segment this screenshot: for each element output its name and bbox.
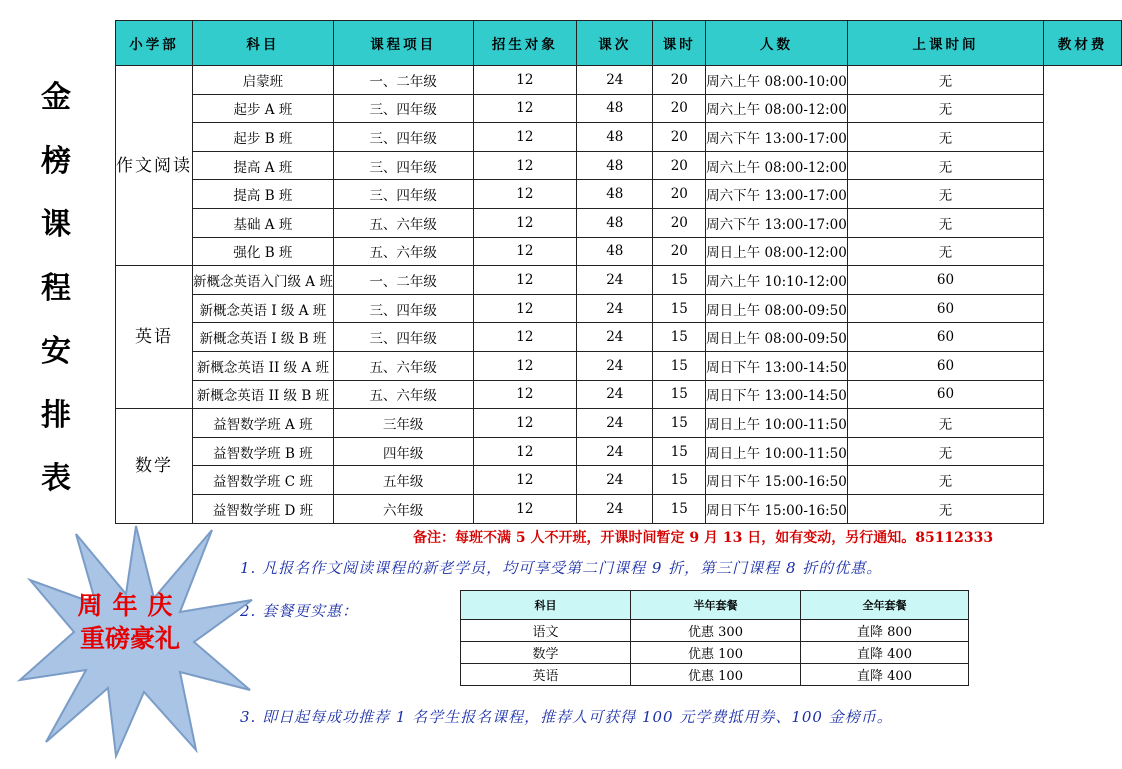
- promo-number: 3.: [240, 708, 257, 726]
- package-table: [460, 590, 969, 686]
- table-row: [116, 94, 1122, 123]
- table-cell: 周日上午 08:00-09:50: [706, 323, 848, 352]
- table-cell: 24: [577, 437, 653, 466]
- table-cell: 24: [577, 380, 653, 409]
- table-cell: 48: [577, 123, 653, 152]
- table-cell: 周六上午 08:00-10:00: [706, 66, 848, 95]
- table-cell: 三、四年级: [333, 151, 473, 180]
- table-cell: 周日下午 13:00-14:50: [706, 380, 848, 409]
- package-cell: 直降 400: [801, 642, 969, 664]
- table-cell: 无: [847, 66, 1043, 95]
- table-cell: 15: [653, 323, 706, 352]
- table-cell: 周日下午 13:00-14:50: [706, 351, 848, 380]
- table-cell: 20: [653, 151, 706, 180]
- schedule-body: [116, 66, 1122, 524]
- table-cell: 提高 A 班: [193, 151, 334, 180]
- table-cell: 新概念英语 II 级 B 班: [193, 380, 334, 409]
- table-cell: 周六上午 08:00-12:00: [706, 94, 848, 123]
- header-cell: 人数: [706, 21, 848, 66]
- table-cell: 20: [653, 237, 706, 266]
- table-cell: 周日上午 10:00-11:50: [706, 437, 848, 466]
- table-cell: 60: [847, 323, 1043, 352]
- table-row: [116, 123, 1122, 152]
- table-cell: 12: [473, 437, 577, 466]
- package-cell: 优惠 300: [631, 620, 801, 642]
- table-cell: 无: [847, 466, 1043, 495]
- table-row: [116, 437, 1122, 466]
- anniversary-badge-text: [50, 590, 210, 656]
- table-cell: 起步 B 班: [193, 123, 334, 152]
- table-cell: 20: [653, 180, 706, 209]
- table-cell: 24: [577, 409, 653, 438]
- table-cell: 48: [577, 151, 653, 180]
- table-cell: 12: [473, 180, 577, 209]
- table-cell: 24: [577, 66, 653, 95]
- promo-item-3: [240, 706, 893, 727]
- table-cell: 24: [577, 466, 653, 495]
- table-cell: 24: [577, 494, 653, 523]
- table-cell: 三、四年级: [333, 323, 473, 352]
- table-cell: 无: [847, 208, 1043, 237]
- title-char: 安: [41, 334, 71, 369]
- title-char: 程: [41, 270, 71, 306]
- table-cell: 15: [653, 494, 706, 523]
- table-row: [116, 180, 1122, 209]
- table-cell: 周六下午 13:00-17:00: [706, 208, 848, 237]
- table-cell: 20: [653, 66, 706, 95]
- table-cell: 启蒙班: [193, 66, 334, 95]
- table-cell: 无: [847, 437, 1043, 466]
- table-cell: 益智数学班 C 班: [193, 466, 334, 495]
- table-cell: 周六下午 13:00-17:00: [706, 180, 848, 209]
- table-cell: 无: [847, 123, 1043, 152]
- table-row: [116, 323, 1122, 352]
- table-row: [116, 208, 1122, 237]
- header-cell: 招生对象: [473, 21, 577, 66]
- table-cell: 12: [473, 66, 577, 95]
- promo-number: 1.: [240, 559, 257, 577]
- table-cell: 15: [653, 466, 706, 495]
- table-row: [116, 409, 1122, 438]
- table-cell: 12: [473, 94, 577, 123]
- table-row: [116, 466, 1122, 495]
- table-cell: 15: [653, 351, 706, 380]
- table-cell: 周日上午 10:00-11:50: [706, 409, 848, 438]
- header-cell: 教材费: [1044, 21, 1122, 66]
- table-cell: 12: [473, 409, 577, 438]
- title-char: 排: [41, 397, 71, 433]
- table-cell: 12: [473, 151, 577, 180]
- title-char: 榜: [41, 143, 71, 179]
- package-header-cell: 科目: [461, 591, 631, 620]
- table-cell: 12: [473, 266, 577, 295]
- table-cell: 五、六年级: [333, 208, 473, 237]
- table-cell: 周六上午 08:00-12:00: [706, 151, 848, 180]
- package-cell: 语文: [461, 620, 631, 642]
- remark-note: 备注：每班不满 5 人不开班，开课时间暂定 9 月 13 日，如有变动，另行通知。85112333: [413, 530, 994, 546]
- table-cell: 新概念英语入门级 A 班: [193, 266, 334, 295]
- table-cell: 48: [577, 180, 653, 209]
- promo-text: 凡报名作文阅读课程的新老学员，均可享受第二门课程 9 折，第三门课程 8 折的优惠。: [262, 559, 883, 577]
- table-cell: 48: [577, 208, 653, 237]
- package-cell: 直降 800: [801, 620, 969, 642]
- table-row: [116, 151, 1122, 180]
- table-cell: 24: [577, 351, 653, 380]
- department-cell: 小学部: [116, 21, 193, 66]
- table-cell: 周日下午 15:00-16:50: [706, 494, 848, 523]
- table-row: [116, 380, 1122, 409]
- package-row: [461, 620, 969, 642]
- table-cell: 12: [473, 294, 577, 323]
- table-cell: 起步 A 班: [193, 94, 334, 123]
- table-cell: 24: [577, 323, 653, 352]
- header-cell: 课程项目: [333, 21, 473, 66]
- table-cell: 12: [473, 380, 577, 409]
- table-cell: 60: [847, 294, 1043, 323]
- table-cell: 周日下午 15:00-16:50: [706, 466, 848, 495]
- table-cell: 三、四年级: [333, 180, 473, 209]
- table-cell: 一、二年级: [333, 266, 473, 295]
- table-row: [116, 494, 1122, 523]
- table-cell: 六年级: [333, 494, 473, 523]
- table-cell: 三、四年级: [333, 123, 473, 152]
- table-cell: 15: [653, 380, 706, 409]
- promo-number: 2.: [240, 602, 257, 620]
- table-cell: 新概念英语 II 级 A 班: [193, 351, 334, 380]
- package-row: [461, 664, 969, 686]
- table-cell: 15: [653, 266, 706, 295]
- table-cell: 12: [473, 237, 577, 266]
- package-header-row: [461, 591, 969, 620]
- table-cell: 益智数学班 A 班: [193, 409, 334, 438]
- table-cell: 基础 A 班: [193, 208, 334, 237]
- table-cell: 60: [847, 266, 1043, 295]
- promo-item-1: [240, 557, 882, 578]
- table-cell: 周六下午 13:00-17:00: [706, 123, 848, 152]
- table-cell: 四年级: [333, 437, 473, 466]
- table-cell: 新概念英语 I 级 A 班: [193, 294, 334, 323]
- table-cell: 无: [847, 180, 1043, 209]
- table-cell: 新概念英语 I 级 B 班: [193, 323, 334, 352]
- header-cell: 课次: [577, 21, 653, 66]
- table-cell: 三、四年级: [333, 94, 473, 123]
- table-cell: 周日上午 08:00-12:00: [706, 237, 848, 266]
- header-row: [116, 21, 1122, 66]
- promo-text: 即日起每成功推荐 1 名学生报名课程，推荐人可获得 100 元学费抵用券、100 金榜币。: [262, 708, 893, 726]
- schedule-table: [115, 20, 1122, 524]
- table-row: [116, 266, 1122, 295]
- table-row: [116, 351, 1122, 380]
- promo-text: 套餐更实惠：: [262, 602, 359, 620]
- table-cell: 周六上午 10:10-12:00: [706, 266, 848, 295]
- header-cell: 上课时间: [847, 21, 1043, 66]
- table-cell: 12: [473, 466, 577, 495]
- table-cell: 提高 B 班: [193, 180, 334, 209]
- badge-line-1: 周年庆: [77, 591, 183, 620]
- table-cell: 一、二年级: [333, 66, 473, 95]
- table-cell: 15: [653, 437, 706, 466]
- table-cell: 强化 B 班: [193, 237, 334, 266]
- table-cell: 益智数学班 B 班: [193, 437, 334, 466]
- package-cell: 直降 400: [801, 664, 969, 686]
- table-cell: 60: [847, 351, 1043, 380]
- table-row: [116, 66, 1122, 95]
- table-cell: 三年级: [333, 409, 473, 438]
- subject-cell: 英语: [116, 266, 193, 409]
- table-cell: 20: [653, 208, 706, 237]
- header-cell: 课时: [653, 21, 706, 66]
- subject-cell: 数学: [116, 409, 193, 523]
- table-cell: 无: [847, 151, 1043, 180]
- table-cell: 无: [847, 494, 1043, 523]
- table-cell: 五年级: [333, 466, 473, 495]
- title-char: 课: [41, 207, 71, 242]
- table-cell: 无: [847, 409, 1043, 438]
- package-header-cell: 半年套餐: [631, 591, 801, 620]
- package-cell: 优惠 100: [631, 664, 801, 686]
- header-cell: 科目: [193, 21, 334, 66]
- subject-cell: 作文阅读: [116, 66, 193, 266]
- table-cell: 60: [847, 380, 1043, 409]
- badge-line-2: 重磅豪礼: [79, 624, 180, 653]
- table-row: [116, 294, 1122, 323]
- table-cell: 12: [473, 494, 577, 523]
- table-cell: 无: [847, 237, 1043, 266]
- table-cell: 五、六年级: [333, 237, 473, 266]
- table-cell: 12: [473, 351, 577, 380]
- table-cell: 五、六年级: [333, 380, 473, 409]
- package-cell: 英语: [461, 664, 631, 686]
- table-row: [116, 237, 1122, 266]
- table-cell: 益智数学班 D 班: [193, 494, 334, 523]
- table-cell: 48: [577, 237, 653, 266]
- table-cell: 15: [653, 294, 706, 323]
- table-cell: 12: [473, 323, 577, 352]
- table-cell: 三、四年级: [333, 294, 473, 323]
- table-cell: 24: [577, 294, 653, 323]
- table-cell: 20: [653, 94, 706, 123]
- package-cell: 优惠 100: [631, 642, 801, 664]
- title-char: 表: [41, 461, 71, 496]
- table-cell: 无: [847, 94, 1043, 123]
- table-cell: 24: [577, 266, 653, 295]
- vertical-title: [30, 66, 82, 511]
- promo-item-2: [240, 600, 358, 621]
- package-cell: 数学: [461, 642, 631, 664]
- package-header-cell: 全年套餐: [801, 591, 969, 620]
- table-cell: 12: [473, 123, 577, 152]
- table-cell: 20: [653, 123, 706, 152]
- package-row: [461, 642, 969, 664]
- table-cell: 五、六年级: [333, 351, 473, 380]
- table-cell: 12: [473, 208, 577, 237]
- table-cell: 48: [577, 94, 653, 123]
- title-char: 金: [41, 80, 71, 115]
- table-cell: 周日上午 08:00-09:50: [706, 294, 848, 323]
- table-cell: 15: [653, 409, 706, 438]
